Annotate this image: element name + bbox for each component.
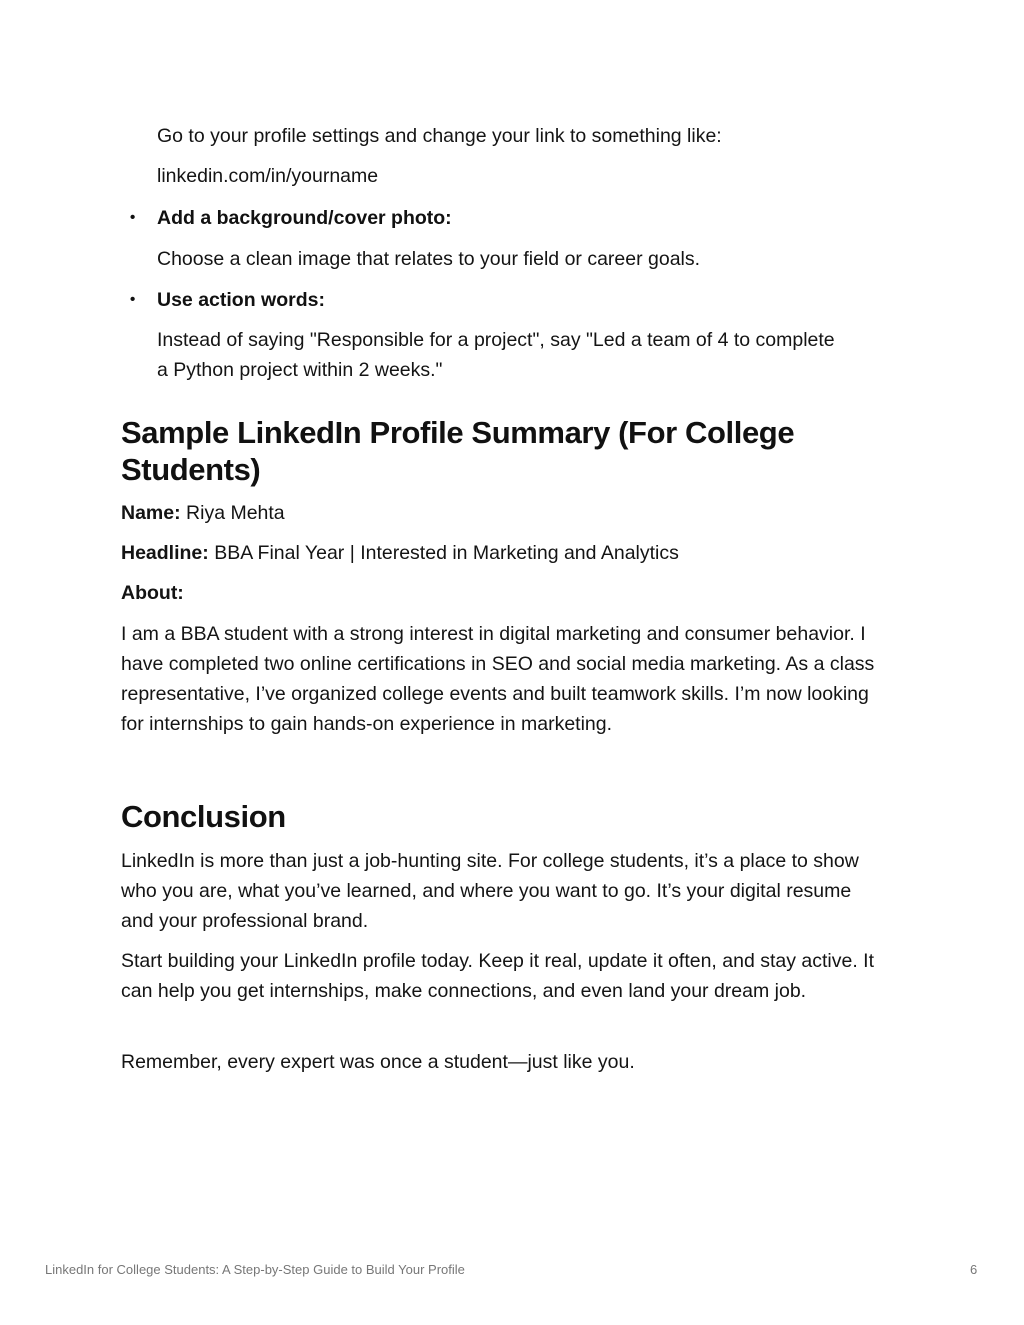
conclusion-paragraph: LinkedIn is more than just a job-hunting site. For college students, it’s a place to show who you are, what you’ve learned, and where you want to go. It’s your digital resume and your professional brand. <box>121 850 859 932</box>
section-heading-conclusion: Conclusion <box>121 799 286 834</box>
profile-link-instruction: Go to your profile settings and change your link to something like: <box>157 125 722 147</box>
about-label: About: <box>121 582 184 604</box>
sample-name-line <box>121 498 881 528</box>
bullet-icon: • <box>130 209 136 226</box>
name-label: Name: <box>121 502 181 524</box>
conclusion-paragraph: Start building your LinkedIn profile today. Keep it real, update it often, and stay active. It can help you get internships, make connections, and even land your dream job. <box>121 950 875 1002</box>
tip-text: Choose a clean image that relates to your field or career goals. <box>157 248 701 270</box>
conclusion-paragraph: Remember, every expert was once a student—just like you. <box>121 1051 635 1073</box>
tip-item-action-words <box>130 285 890 315</box>
name-value: Riya Mehta <box>180 502 285 524</box>
tip-item-cover-photo <box>130 203 890 233</box>
tip-text: Instead of saying "Responsible for a project", say "Led a team of 4 to complete a Python project within 2 weeks." <box>157 329 835 381</box>
section-heading-sample-profile: Sample LinkedIn Profile Summary (For College Students) <box>121 415 795 487</box>
sample-about-label-line <box>121 578 881 608</box>
bullet-icon: • <box>130 291 136 308</box>
tip-title: Use action words: <box>157 289 325 311</box>
headline-label: Headline: <box>121 542 209 564</box>
page-number: 6 <box>970 1262 978 1277</box>
tip-title: Add a background/cover photo: <box>157 207 452 229</box>
profile-link-example: linkedin.com/in/yourname <box>157 165 379 187</box>
headline-value: BBA Final Year | Interested in Marketing and Analytics <box>208 542 679 564</box>
footer-title: LinkedIn for College Students: A Step-by-Step Guide to Build Your Profile <box>45 1262 465 1277</box>
sample-headline-line <box>121 538 881 568</box>
sample-about-text: I am a BBA student with a strong interest in digital marketing and consumer behavior. I have completed two online certifications in SEO and social media marketing. As a class representative, I’ve organized college events and built teamwork skills. I’m now looking for internships to gain hands-on experience in marketing. <box>121 623 875 735</box>
